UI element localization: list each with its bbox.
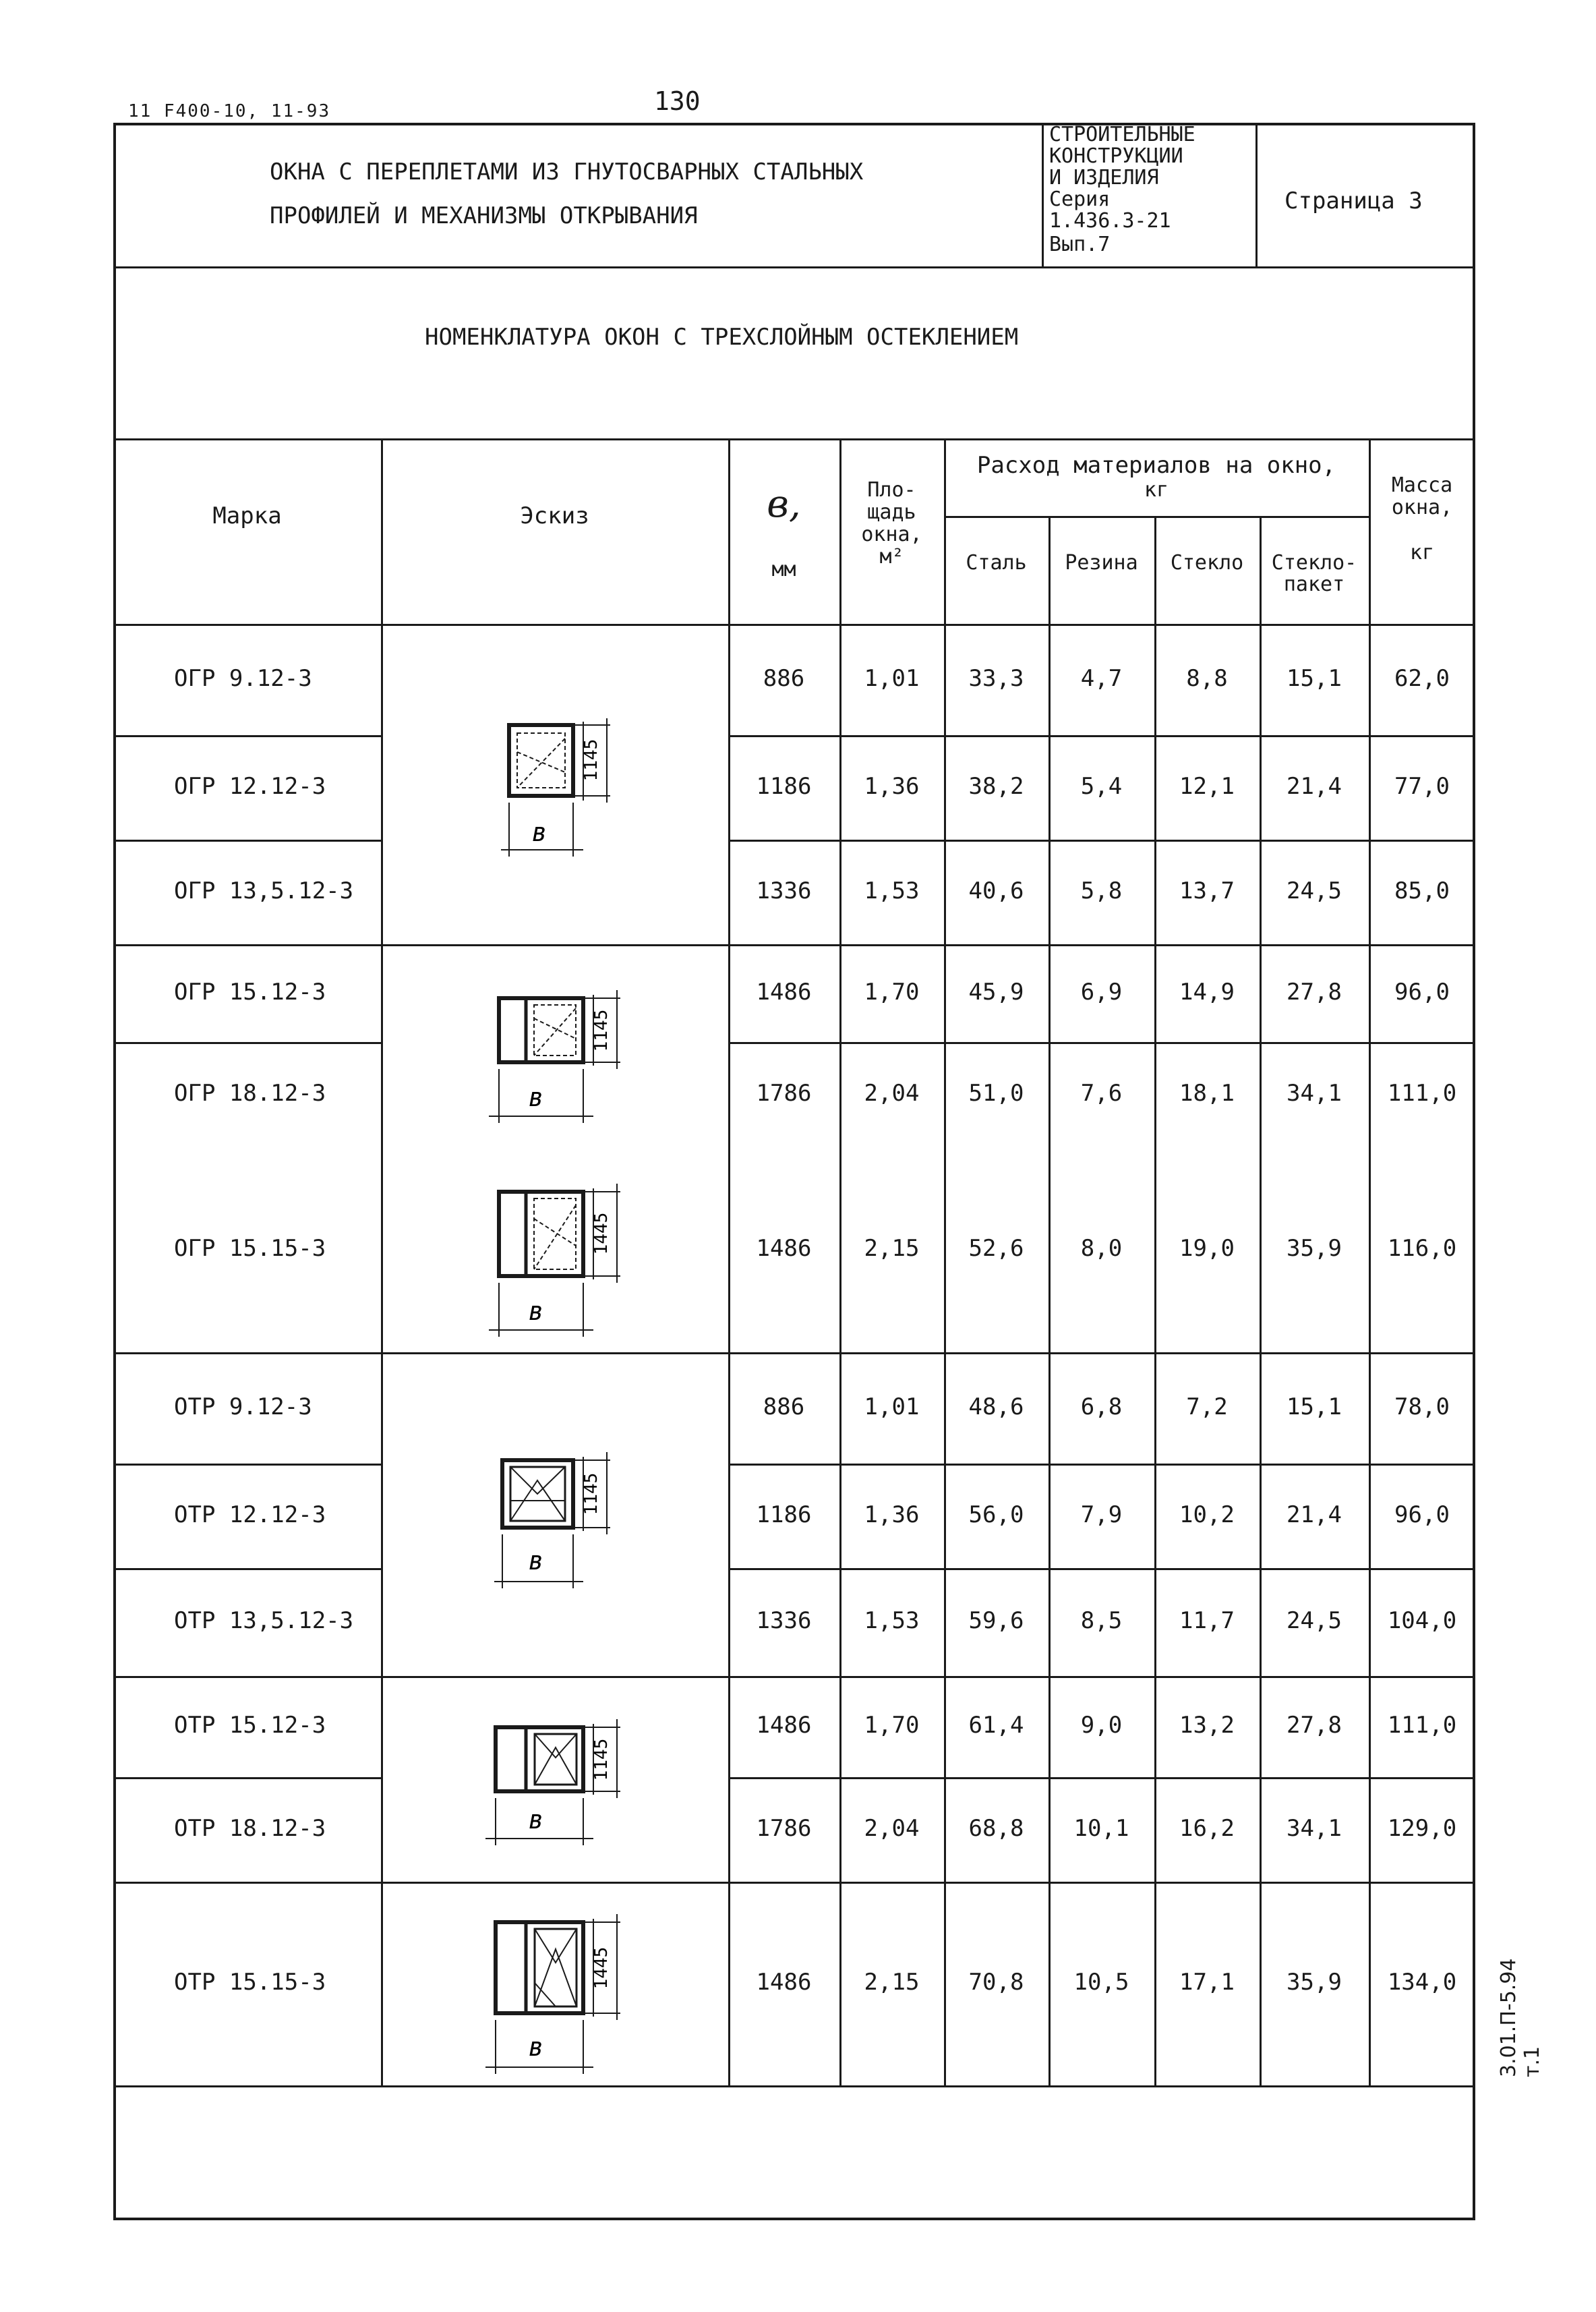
col-header-materials: Расход материалов на окно, — [976, 452, 1336, 479]
sketch-otr-single — [494, 1452, 610, 1588]
header-divider-2 — [1255, 123, 1258, 266]
row-glass-unit: 24,5 — [1287, 1607, 1342, 1634]
row-mass: 116,0 — [1387, 1234, 1457, 1262]
header-bottom-line — [113, 266, 1475, 268]
row-mass: 96,0 — [1394, 1501, 1450, 1528]
row-rubber: 5,4 — [1080, 772, 1123, 800]
row-area: 1,70 — [864, 1712, 920, 1739]
row-glass: 12,1 — [1179, 772, 1235, 800]
row-steel: 48,6 — [968, 1393, 1024, 1420]
document-code: 11 F400-10, 11-93 — [128, 101, 331, 121]
row-separator — [728, 1464, 1475, 1466]
row-mass: 129,0 — [1387, 1814, 1457, 1842]
row-area: 1,70 — [864, 978, 920, 1006]
row-rubber: 6,8 — [1080, 1393, 1123, 1420]
row-mass: 62,0 — [1394, 664, 1450, 692]
row-mark: ОГР 15.12-3 — [174, 978, 326, 1006]
row-area: 1,01 — [864, 664, 920, 692]
col-header-glass: Стекло — [1170, 551, 1244, 575]
header-title-line2: ПРОФИЛЕЙ И МЕХАНИЗМЫ ОТКРЫВАНИЯ — [270, 202, 698, 229]
row-area: 2,15 — [864, 1234, 920, 1262]
row-glass: 19,0 — [1179, 1234, 1235, 1262]
row-steel: 61,4 — [968, 1712, 1024, 1739]
glass-unit-header-line: Стекло- — [1271, 551, 1357, 575]
sketch-width-label: в — [528, 1546, 544, 1576]
row-glass-unit: 35,9 — [1287, 1969, 1342, 1996]
row-rubber: 10,1 — [1073, 1814, 1129, 1842]
row-mark: ОГР 18.12-3 — [174, 1079, 326, 1107]
row-glass: 13,7 — [1179, 877, 1235, 904]
sketch-width-label: в — [531, 817, 548, 847]
row-b: 1336 — [756, 1607, 812, 1634]
row-mark: ОГР 9.12-3 — [174, 664, 312, 692]
row-rubber: 6,9 — [1080, 978, 1123, 1006]
col-line-steel — [1048, 516, 1051, 2085]
row-mark: ОГР 13,5.12-3 — [174, 877, 354, 904]
row-rubber: 9,0 — [1080, 1712, 1123, 1739]
row-steel: 52,6 — [968, 1234, 1024, 1262]
row-glass-unit: 35,9 — [1287, 1234, 1342, 1262]
row-mark: ОГР 12.12-3 — [174, 772, 326, 800]
row-area: 1,53 — [864, 877, 920, 904]
row-mark: ОТР 18.12-3 — [174, 1814, 326, 1842]
sketch-column — [381, 624, 728, 2085]
row-steel: 33,3 — [968, 664, 1024, 692]
row-glass: 8,8 — [1186, 664, 1228, 692]
col-header-rubber: Резина — [1065, 551, 1138, 575]
col-header-sketch: Эскиз — [520, 502, 589, 529]
row-glass: 14,9 — [1179, 978, 1235, 1006]
sketch-width-label: в — [528, 1296, 544, 1326]
sketch-height-label: 1145 — [581, 739, 601, 782]
row-glass: 11,7 — [1179, 1607, 1235, 1634]
row-steel: 38,2 — [968, 772, 1024, 800]
row-separator — [113, 735, 381, 737]
row-separator — [728, 735, 1475, 737]
row-glass-unit: 34,1 — [1287, 1079, 1342, 1107]
row-rubber: 8,5 — [1080, 1607, 1123, 1634]
area-header-line: щадь — [867, 500, 916, 524]
sketch-otr-tall — [485, 1914, 620, 2074]
row-mass: 111,0 — [1387, 1712, 1457, 1739]
row-mass: 85,0 — [1394, 877, 1450, 904]
row-glass: 13,2 — [1179, 1712, 1235, 1739]
row-separator — [113, 1464, 381, 1466]
row-separator — [113, 1568, 381, 1570]
table-bottom-line — [113, 2085, 1475, 2087]
row-mass: 77,0 — [1394, 772, 1450, 800]
row-glass-unit: 34,1 — [1287, 1814, 1342, 1842]
row-area: 1,53 — [864, 1607, 920, 1634]
header-row-bottom-line — [113, 624, 1475, 626]
mass-header-line: окна, — [1391, 496, 1453, 519]
sketch-height-label: 1445 — [591, 1946, 612, 1990]
glass-unit-header-line: пакет — [1283, 573, 1345, 596]
materials-subheader-line — [944, 516, 1369, 518]
sketch-otr-double — [485, 1719, 620, 1845]
header-divider-1 — [1042, 123, 1044, 266]
row-steel: 59,6 — [968, 1607, 1024, 1634]
row-area: 2,04 — [864, 1814, 920, 1842]
row-area: 2,04 — [864, 1079, 920, 1107]
row-glass: 18,1 — [1179, 1079, 1235, 1107]
header-title-line1: ОКНА С ПЕРЕПЛЕТАМИ ИЗ ГНУТОСВАРНЫХ СТАЛЬНЫХ — [270, 158, 864, 185]
row-mark: ОТР 15.15-3 — [174, 1969, 326, 1996]
sketch-ogr-tall — [489, 1184, 620, 1337]
row-separator — [113, 1042, 381, 1044]
document-frame — [113, 123, 1475, 2220]
row-steel: 70,8 — [968, 1969, 1024, 1996]
row-glass-unit: 15,1 — [1287, 664, 1342, 692]
row-b: 1486 — [756, 978, 812, 1006]
series-line: И ИЗДЕЛИЯ — [1049, 166, 1159, 190]
row-b: 886 — [763, 1393, 805, 1420]
col-header-b-unit: мм — [771, 558, 796, 581]
row-separator — [728, 1568, 1475, 1570]
row-mass: 111,0 — [1387, 1079, 1457, 1107]
table-top-line — [113, 438, 1475, 440]
page-label: Страница 3 — [1284, 187, 1423, 214]
sketch-width-label: в — [528, 2032, 544, 2062]
row-glass-unit: 27,8 — [1287, 978, 1342, 1006]
side-code: 3.01.П-5.94 т.1 — [1497, 1958, 1544, 2077]
row-area: 1,01 — [864, 1393, 920, 1420]
row-b: 1486 — [756, 1969, 812, 1996]
row-glass-unit: 21,4 — [1287, 1501, 1342, 1528]
sketch-height-label: 1445 — [591, 1212, 612, 1255]
row-separator — [728, 1777, 1475, 1779]
row-glass-unit: 27,8 — [1287, 1712, 1342, 1739]
sketch-ogr-single — [501, 718, 610, 857]
row-b: 1336 — [756, 877, 812, 904]
row-separator — [113, 1352, 1475, 1354]
row-b: 1786 — [756, 1814, 812, 1842]
sketch-ogr-double — [489, 990, 620, 1123]
col-header-steel: Сталь — [966, 551, 1027, 575]
sketch-height-label: 1145 — [581, 1472, 601, 1515]
area-header-line: окна, — [861, 523, 922, 546]
row-separator — [113, 944, 1475, 946]
mass-header-unit: кг — [1409, 541, 1435, 565]
sketch-height-label: 1145 — [591, 1738, 612, 1781]
series-line: Серия — [1049, 187, 1111, 211]
row-separator — [113, 840, 381, 842]
sketch-width-label: в — [528, 1805, 544, 1834]
sketch-width-label: в — [528, 1082, 544, 1112]
row-b: 1486 — [756, 1712, 812, 1739]
row-mark: ОГР 15.15-3 — [174, 1234, 326, 1262]
row-b: 1486 — [756, 1234, 812, 1262]
row-area: 1,36 — [864, 1501, 920, 1528]
row-glass-unit: 21,4 — [1287, 772, 1342, 800]
page-number: 130 — [654, 86, 701, 116]
series-line: 1.436.3-21 — [1049, 209, 1171, 233]
row-separator — [728, 1042, 1475, 1044]
row-b: 1186 — [756, 1501, 812, 1528]
mass-header-line: Масса — [1391, 473, 1453, 497]
row-mass: 96,0 — [1394, 978, 1450, 1006]
row-glass: 7,2 — [1186, 1393, 1228, 1420]
series-line: Вып.7 — [1049, 233, 1111, 256]
row-separator — [113, 1882, 1475, 1884]
row-rubber: 7,6 — [1080, 1079, 1123, 1107]
row-separator — [113, 1777, 381, 1779]
row-mark: ОТР 15.12-3 — [174, 1712, 326, 1739]
row-b: 1786 — [756, 1079, 812, 1107]
row-rubber: 4,7 — [1080, 664, 1123, 692]
col-header-b: в, — [767, 482, 801, 526]
row-steel: 56,0 — [968, 1501, 1024, 1528]
row-b: 886 — [763, 664, 805, 692]
row-mass: 78,0 — [1394, 1393, 1450, 1420]
row-steel: 51,0 — [968, 1079, 1024, 1107]
row-rubber: 8,0 — [1080, 1234, 1123, 1262]
col-header-mark: Марка — [212, 502, 282, 529]
row-glass-unit: 24,5 — [1287, 877, 1342, 904]
series-line: КОНСТРУКЦИИ — [1049, 144, 1183, 168]
row-rubber: 5,8 — [1080, 877, 1123, 904]
col-header-materials-unit: кг — [1144, 478, 1169, 502]
row-mass: 134,0 — [1387, 1969, 1457, 1996]
col-line-glass — [1260, 516, 1262, 2085]
row-steel: 40,6 — [968, 877, 1024, 904]
row-separator — [728, 840, 1475, 842]
area-header-line: Пло- — [867, 478, 916, 502]
row-b: 1186 — [756, 772, 812, 800]
row-glass-unit: 15,1 — [1287, 1393, 1342, 1420]
row-glass: 10,2 — [1179, 1501, 1235, 1528]
area-header-line: м² — [879, 545, 904, 569]
section-title: НОМЕНКЛАТУРА ОКОН С ТРЕХСЛОЙНЫМ ОСТЕКЛЕНИЕМ — [425, 324, 1019, 351]
row-separator — [113, 1676, 1475, 1678]
row-mark: ОТР 9.12-3 — [174, 1393, 312, 1420]
sketch-height-label: 1145 — [591, 1009, 612, 1052]
row-mark: ОТР 13,5.12-3 — [174, 1607, 354, 1634]
row-glass: 17,1 — [1179, 1969, 1235, 1996]
row-area: 1,36 — [864, 772, 920, 800]
series-line: СТРОИТЕЛЬНЫЕ — [1049, 123, 1195, 146]
row-steel: 45,9 — [968, 978, 1024, 1006]
row-area: 2,15 — [864, 1969, 920, 1996]
row-rubber: 10,5 — [1073, 1969, 1129, 1996]
row-mass: 104,0 — [1387, 1607, 1457, 1634]
row-steel: 68,8 — [968, 1814, 1024, 1842]
row-rubber: 7,9 — [1080, 1501, 1123, 1528]
row-mark: ОТР 12.12-3 — [174, 1501, 326, 1528]
col-line-rubber — [1154, 516, 1156, 2085]
row-glass: 16,2 — [1179, 1814, 1235, 1842]
